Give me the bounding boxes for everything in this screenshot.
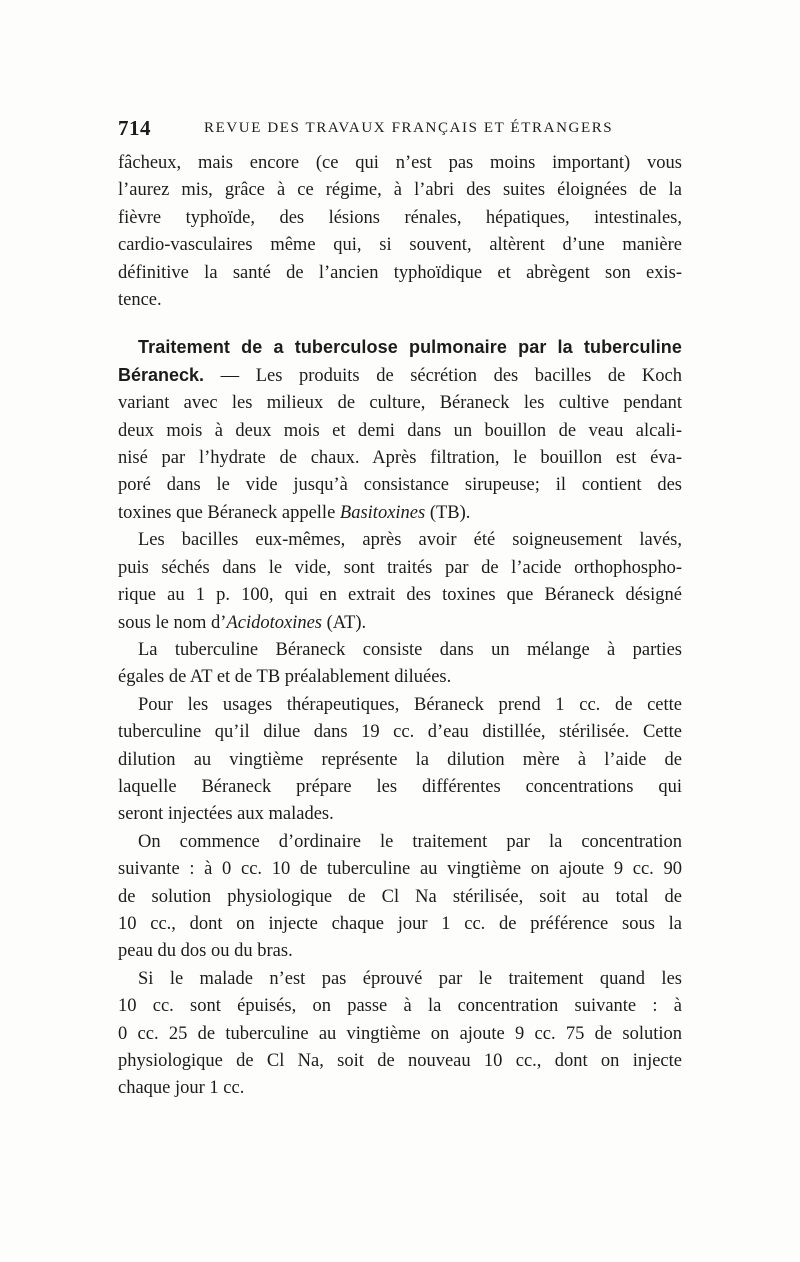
- section-heading: Traitement de a tuberculose pulmonaire par la tuberculine: [138, 337, 682, 358]
- text-line: dilution au vingtième représente la dilution mère à l’aide de: [118, 749, 682, 770]
- text-line: puis séchés dans le vide, sont traités par de l’acide orthophospho-: [118, 557, 682, 578]
- text-fragment: (TB).: [425, 502, 471, 523]
- text-line: peau du dos ou du bras.: [118, 941, 293, 962]
- text-line: définitive la santé de l’ancien typhoïdique et abrègent son exis-: [118, 262, 682, 283]
- text-line: 10 cc. sont épuisés, on passe à la concentration suivante : à: [118, 996, 682, 1017]
- page-body: [118, 150, 682, 1103]
- text-line: cardio-vasculaires même qui, si souvent, altèrent d’une manière: [118, 235, 682, 256]
- text-line: chaque jour 1 cc.: [118, 1078, 245, 1099]
- text-line: égales de AT et de TB préalablement diluées.: [118, 667, 452, 688]
- section-beraneck: [118, 334, 682, 1102]
- text-line: tuberculine qu’il dilue dans 19 cc. d’eau distillée, stérilisée. Cette: [118, 722, 682, 743]
- text-line: Si le malade n’est pas éprouvé par le traitement quand les: [138, 968, 682, 989]
- text-line: Les bacilles eux-mêmes, après avoir été soigneusement lavés,: [138, 530, 682, 551]
- text-line: La tuberculine Béraneck consiste dans un mélange à parties: [138, 639, 682, 660]
- text-line: laquelle Béraneck prépare les différentes concentrations qui: [118, 776, 682, 797]
- text-line: suivante : à 0 cc. 10 de tuberculine au vingtième on ajoute 9 cc. 90: [118, 859, 682, 880]
- text-fragment: sous le nom d’: [118, 612, 227, 633]
- text-fragment: — Les produits de sécrétion des bacilles de Koch: [204, 365, 682, 386]
- text-line: 0 cc. 25 de tuberculine au vingtième on ajoute 9 cc. 75 de solution: [118, 1023, 682, 1044]
- text-line: Pour les usages thérapeutiques, Béraneck prend 1 cc. de cette: [138, 694, 682, 715]
- text-line: variant avec les milieux de culture, Béraneck les cultive pendant: [118, 393, 682, 414]
- text-line: physiologique de Cl Na, soit de nouveau 10 cc., dont on injecte: [118, 1051, 682, 1071]
- continuation-paragraph: [118, 150, 682, 314]
- text-line: rique au 1 p. 100, qui en extrait des toxines que Béraneck désigné: [118, 585, 682, 606]
- text-line: fièvre typhoïde, des lésions rénales, hépatiques, intestinales,: [118, 207, 682, 228]
- running-head-title: REVUE DES TRAVAUX FRANÇAIS ET ÉTRANGERS: [204, 120, 614, 136]
- text-line: deux mois à deux mois et demi dans un bouillon de veau alcali-: [118, 420, 682, 441]
- running-head: [118, 116, 678, 146]
- term-basitoxines: Basitoxines: [339, 502, 426, 523]
- text-line: [118, 362, 682, 390]
- term-acidotoxines: Acidotoxines: [226, 612, 322, 633]
- page-number: 714: [118, 116, 151, 140]
- text-line: tence.: [118, 290, 162, 311]
- text-line: 10 cc., dont on injecte chaque jour 1 cc. de préférence sous la: [118, 913, 682, 934]
- text-line: On commence d’ordinaire le traitement par la concentration: [138, 831, 682, 852]
- text-fragment: (AT).: [322, 612, 367, 633]
- text-line: [118, 500, 682, 527]
- text-line: de solution physiologique de Cl Na stérilisée, soit au total de: [118, 886, 682, 907]
- section-gap: [118, 314, 682, 334]
- text-line: nisé par l’hydrate de chaux. Après filtration, le bouillon est éva-: [118, 448, 682, 469]
- text-line: [118, 610, 682, 637]
- section-heading-end: Béraneck.: [118, 364, 205, 385]
- text-fragment: toxines que Béraneck appelle: [118, 502, 340, 523]
- text-line: poré dans le vide jusqu’à consistance sirupeuse; il contient des: [118, 475, 682, 496]
- text-line: l’aurez mis, grâce à ce régime, à l’abri des suites éloignées de la: [118, 180, 682, 201]
- text-line: seront injectées aux malades.: [118, 804, 334, 825]
- text-line: fâcheux, mais encore (ce qui n’est pas moins important) vous: [118, 153, 682, 173]
